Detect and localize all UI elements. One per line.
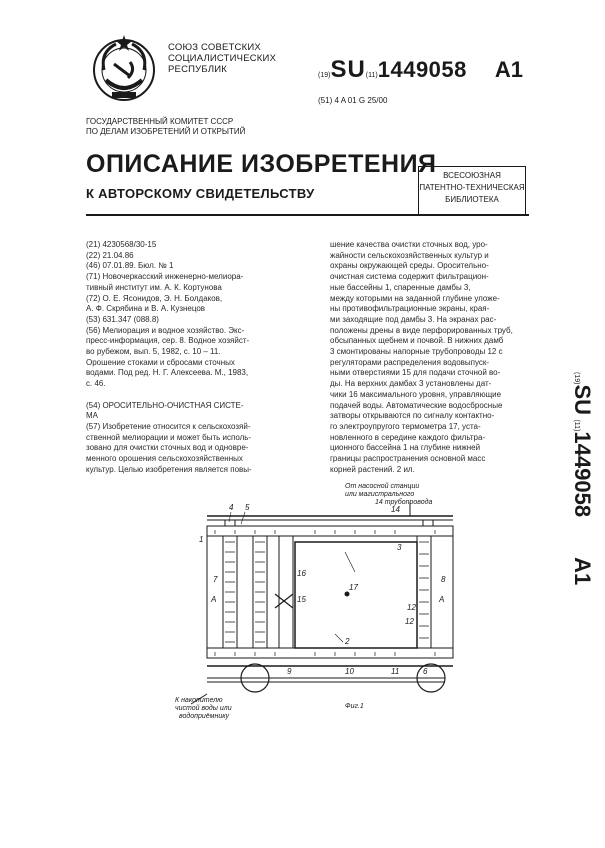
text-line: шение качества очистки сточных вод, уро- xyxy=(330,240,488,249)
label-2: 2 xyxy=(345,637,350,646)
stamp-line: ВСЕСОЮЗНАЯ xyxy=(443,171,501,180)
text-line: ными отверстиями 15 для подачи сточной во- xyxy=(330,368,501,378)
text-line: очистная система содержит фильтрацион- xyxy=(330,272,489,282)
text-line: подачей воды. Автоматические водосбросные xyxy=(330,400,503,410)
org-line: СОЮЗ СОВЕТСКИХ xyxy=(168,42,261,53)
ipc-class xyxy=(318,96,387,105)
text-line: границы распространения основной масс xyxy=(330,454,486,464)
text-line: между которыми на заданной глубине уложе- xyxy=(330,293,500,303)
text-line: ми заходящие под дамбы 3. На экранах рас- xyxy=(330,314,497,324)
label-3: 3 xyxy=(397,543,402,552)
figure-note-bottom: К накопителю xyxy=(175,697,223,704)
label-A-right: A xyxy=(439,595,445,604)
library-stamp xyxy=(418,166,526,216)
label-16: 16 xyxy=(297,569,306,578)
side-country-code: SU xyxy=(570,384,595,416)
text-line: (56) Мелиорация и водное хозяйство. Экс- xyxy=(86,325,245,335)
committee-line: ГОСУДАРСТВЕННЫЙ КОМИТЕТ СССР xyxy=(86,117,234,126)
side-code-19: (19) xyxy=(573,372,580,385)
text-line: зовано для очистки сточных вод и одновре- xyxy=(86,443,249,453)
text-line: культур. Целью изобретения является повы- xyxy=(86,464,252,474)
text-line: (46) 07.01.89. Бюл. № 1 xyxy=(86,261,174,271)
ipc-code: A 01 G 25/00 xyxy=(340,96,388,105)
committee-line: ПО ДЕЛАМ ИЗОБРЕТЕНИЙ И ОТКРЫТИЙ xyxy=(86,127,246,136)
text-line xyxy=(86,390,318,401)
organization-block xyxy=(168,42,276,75)
figure-note-top: или магистрального xyxy=(345,491,415,498)
figure-note-top: 14 трубопровода xyxy=(375,499,433,506)
text-line: ды. На верхних дамбах 3 установлены дат- xyxy=(330,379,492,389)
org-line: СОЦИАЛИСТИЧЕСКИХ xyxy=(168,53,277,64)
text-line: затворы открываются по сигналу контактно- xyxy=(330,411,495,421)
code-51: (51) 4 xyxy=(318,96,339,105)
text-line: А. Ф. Скрябина и В. А. Кузнецов xyxy=(86,304,206,314)
text-line: МА xyxy=(86,411,98,421)
side-patent-number xyxy=(555,372,595,712)
label-8: 8 xyxy=(441,575,446,584)
kind-code: A1 xyxy=(494,57,524,82)
text-line: регуляторами распределения водовыпуск- xyxy=(330,357,490,367)
text-line: менного орошения сельскохозяйственных xyxy=(86,454,243,464)
text-line: (71) Новочеркасский инженерно-мелиора- xyxy=(86,272,244,282)
text-line: водами. Под ред. Н. Г. Алексеева. М., 1983, xyxy=(86,368,249,378)
label-9: 9 xyxy=(287,667,292,676)
org-line: РЕСПУБЛИК xyxy=(168,64,228,75)
text-line: чики 16 максимального уровня, управляющие xyxy=(330,389,502,399)
text-line: (57) Изобретение относится к сельскохозяй- xyxy=(86,421,251,431)
text-line: обсыпанных щебнем и почвой. В нижних дамб xyxy=(330,336,504,346)
text-line: (22) 21.04.86 xyxy=(86,250,134,260)
left-column-text xyxy=(86,240,318,475)
figure-note-bottom: водоприёмнику xyxy=(179,713,230,720)
text-line: (53) 631.347 (088.8) xyxy=(86,314,159,324)
stamp-line: БИБЛИОТЕКА xyxy=(445,195,499,204)
text-line: ны противофильтрационные экраны, края- xyxy=(330,304,490,314)
text-line: тивный институт им. А. К. Кортунова xyxy=(86,282,222,292)
right-column-text xyxy=(330,240,560,475)
label-5: 5 xyxy=(245,503,250,512)
text-line: ные бассейны 1, спаренные дамбы 3, xyxy=(330,282,471,292)
figure-1 xyxy=(175,482,465,720)
code-19: (19) xyxy=(318,72,331,79)
committee-block xyxy=(86,117,245,137)
publication-number xyxy=(318,56,523,84)
text-line: Орошение стоками и сбросами сточных xyxy=(86,357,235,367)
label-14: 14 xyxy=(391,505,400,514)
text-line: ственной мелиорации и может быть исполь- xyxy=(86,432,252,442)
text-line: новленного в середине каждого фильтра- xyxy=(330,432,486,442)
text-line: (72) О. Е. Ясонидов, Э. Н. Болдаков, xyxy=(86,293,223,303)
figure-note-bottom: чистой воды или xyxy=(175,705,232,712)
country-code: SU xyxy=(330,56,366,83)
ussr-emblem-icon xyxy=(86,30,162,106)
label-4: 4 xyxy=(229,503,234,512)
label-17: 17 xyxy=(349,583,358,592)
text-line: го электроупругого термометра 17, уста- xyxy=(330,421,481,431)
label-10: 10 xyxy=(345,667,354,676)
side-code-11: (11) xyxy=(573,419,580,432)
code-11: (11) xyxy=(365,72,378,79)
label-6: 6 xyxy=(423,667,428,676)
label-7: 7 xyxy=(213,575,218,584)
document-subtitle: К АВТОРСКОМУ СВИДЕТЕЛЬСТВУ xyxy=(86,186,315,201)
text-line: во рубежом, вып. 5, 1982, с. 10 – 11. xyxy=(86,347,221,357)
text-line: (54) ОРОСИТЕЛЬНО-ОЧИСТНАЯ СИСТЕ- xyxy=(86,400,244,410)
label-12b: 12 xyxy=(405,617,414,626)
text-line: 3 смонтированы напорные трубопроводы 12 с xyxy=(330,347,503,357)
label-15: 15 xyxy=(297,595,306,604)
label-11: 11 xyxy=(391,667,400,676)
text-line: пресс-информация, сер. 8. Водное хозяйст- xyxy=(86,336,250,346)
text-line: положены дрены в виде перфорированных труб, xyxy=(330,325,513,335)
figure-caption: Фиг.1 xyxy=(345,703,364,710)
patent-number: 1449058 xyxy=(377,57,467,82)
side-kind-code: A1 xyxy=(570,557,595,586)
text-line: (21) 4230568/30-15 xyxy=(86,240,157,249)
label-1: 1 xyxy=(199,535,204,544)
text-line: жайности сельскохозяйственных культур и xyxy=(330,250,489,260)
side-number: 1449058 xyxy=(570,431,595,518)
text-line: с. 46. xyxy=(86,379,106,389)
figure-note-top: От насосной станции xyxy=(345,483,420,490)
text-line: ционного бассейна 1 на глубине нижней xyxy=(330,443,481,453)
label-A: A xyxy=(211,595,217,604)
text-line: охраны окружающей среды. Оросительно- xyxy=(330,261,489,271)
label-12: 12 xyxy=(407,603,416,612)
text-line: корней растений. 2 ил. xyxy=(330,464,415,474)
document-title: ОПИСАНИЕ ИЗОБРЕТЕНИЯ xyxy=(86,150,437,178)
stamp-line: ПАТЕНТНО-ТЕХНИЧЕСКАЯ xyxy=(419,183,525,192)
